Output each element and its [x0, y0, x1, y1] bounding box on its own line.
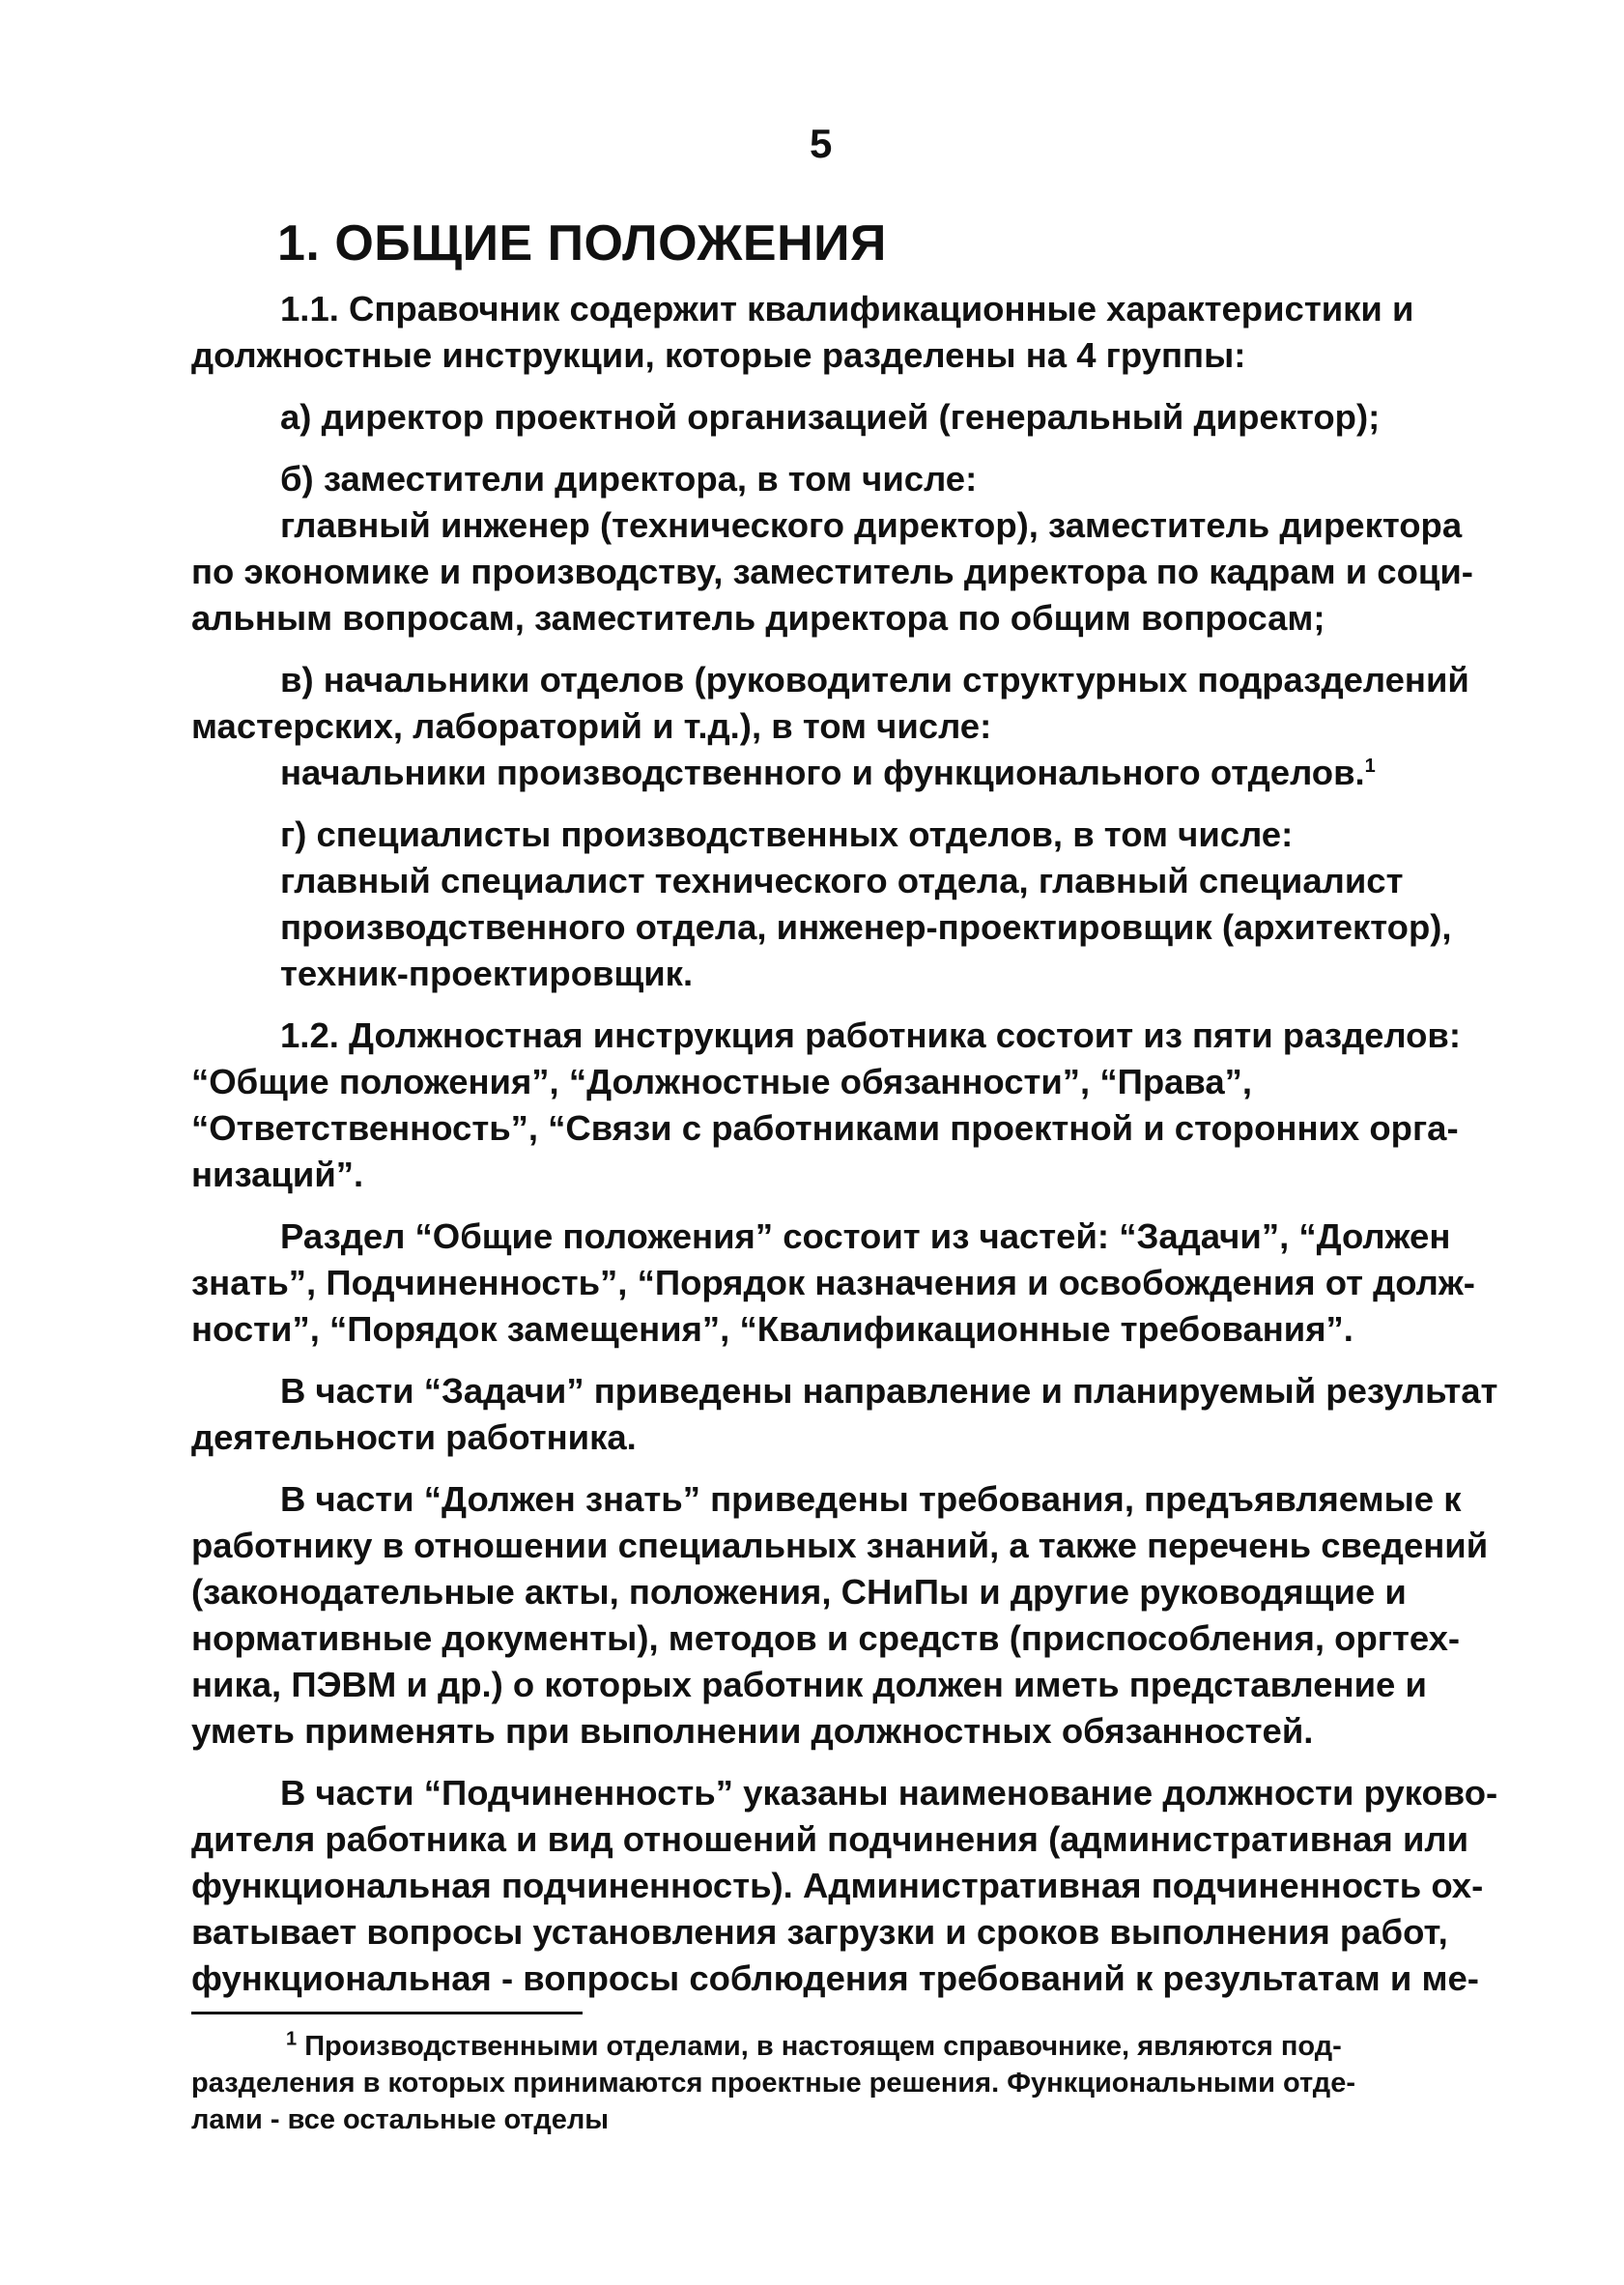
text-line: работнику в отношении специальных знаний, а также перечень сведений — [191, 1526, 1489, 1565]
list-item — [191, 812, 1476, 997]
text-line: альным вопросам, заместитель директора по общим вопросам; — [191, 598, 1325, 638]
text-line: по экономике и производству, заместитель директора по кадрам и соци- — [191, 552, 1473, 591]
footnote-marker: 1 — [286, 2028, 298, 2050]
body-text — [191, 286, 1498, 2017]
text-line: а) директор проектной организацией (генеральный директор); — [280, 397, 1381, 437]
footnote-separator — [191, 2012, 583, 2014]
text-line: техник-проектировщик. — [280, 954, 694, 993]
footnote-line: разделения в которых принимаются проектные решения. Функциональными отде- — [191, 2068, 1356, 2099]
text-line: г) специалисты производственных отделов, в том числе: — [280, 814, 1294, 854]
footnote-line — [191, 2028, 1476, 2065]
paragraph — [191, 286, 1476, 379]
text-line: знать”, Подчиненность”, “Порядок назначения и освобождения от долж- — [191, 1263, 1475, 1302]
section-heading: 1. ОБЩИЕ ПОЛОЖЕНИЯ — [277, 215, 887, 271]
text-line: главный специалист технического отдела, главный специалист — [280, 861, 1404, 900]
text-line: функциональная подчиненность). Административная подчиненность ох- — [191, 1866, 1484, 1905]
list-item — [191, 456, 1476, 642]
text-line: функциональная - вопросы соблюдения требований к результатам и ме- — [191, 1958, 1479, 1998]
text-line: дителя работника и вид отношений подчинения (административная или — [191, 1819, 1469, 1859]
text-line: мастерских, лабораторий и т.д.), в том числе: — [191, 706, 992, 746]
text-line: деятельности работника. — [191, 1417, 637, 1457]
text-line: низаций”. — [191, 1155, 364, 1194]
text-line: В части “Задачи” приведены направление и планируемый результат — [280, 1371, 1498, 1411]
footnote-line-content: Производственными отделами, в настоящем справочнике, являются под- — [304, 2031, 1342, 2062]
footnote-reference: 1 — [1364, 755, 1376, 777]
paragraph — [191, 1368, 1498, 1461]
paragraph — [191, 1013, 1476, 1198]
page-number: 5 — [810, 121, 833, 166]
text-line: должностные инструкции, которые разделены на 4 группы: — [191, 335, 1246, 375]
text-line: б) заместители директора, в том числе: — [280, 459, 978, 499]
text-line: 1.1. Справочник содержит квалификационные характеристики и — [280, 289, 1414, 328]
text-line: ватывает вопросы установления загрузки и сроков выполнения работ, — [191, 1912, 1448, 1952]
footnote-line: лами - все остальные отделы — [191, 2104, 610, 2135]
text-line: “Общие положения”, “Должностные обязанности”, “Права”, — [191, 1062, 1253, 1101]
text-line — [191, 750, 1476, 796]
list-item — [191, 394, 1476, 441]
text-line: В части “Подчиненность” указаны наименование должности руково- — [280, 1773, 1498, 1813]
list-item — [191, 657, 1476, 796]
text-line: главный инженер (технического директор), заместитель директора — [280, 505, 1463, 545]
footnote — [191, 2028, 1476, 2138]
paragraph — [191, 1214, 1476, 1353]
text-line: 1.2. Должностная инструкция работника состоит из пяти разделов: — [280, 1015, 1462, 1055]
paragraph — [191, 1770, 1498, 2002]
text-line: (законодательные акты, положения, СНиПы и другие руководящие и — [191, 1572, 1407, 1612]
text-line: нормативные документы), методов и средств (приспособления, оргтех- — [191, 1618, 1461, 1658]
text-line: ности”, “Порядок замещения”, “Квалификационные требования”. — [191, 1309, 1353, 1349]
text-line: Раздел “Общие положения” состоит из частей: “Задачи”, “Должен — [280, 1216, 1451, 1256]
text-line: в) начальники отделов (руководители структурных подразделений — [280, 660, 1469, 700]
text-line: В части “Должен знать” приведены требования, предъявляемые к — [280, 1479, 1462, 1519]
paragraph — [191, 1476, 1489, 1755]
text-line-content: начальники производственного и функционального отделов. — [280, 753, 1365, 792]
text-line: “Ответственность”, “Связи с работниками проектной и сторонних орга- — [191, 1108, 1459, 1148]
text-line: производственного отдела, инженер-проектировщик (архитектор), — [280, 907, 1452, 947]
text-line: уметь применять при выполнении должностных обязанностей. — [191, 1711, 1314, 1751]
text-line: ника, ПЭВМ и др.) о которых работник должен иметь представление и — [191, 1665, 1427, 1704]
